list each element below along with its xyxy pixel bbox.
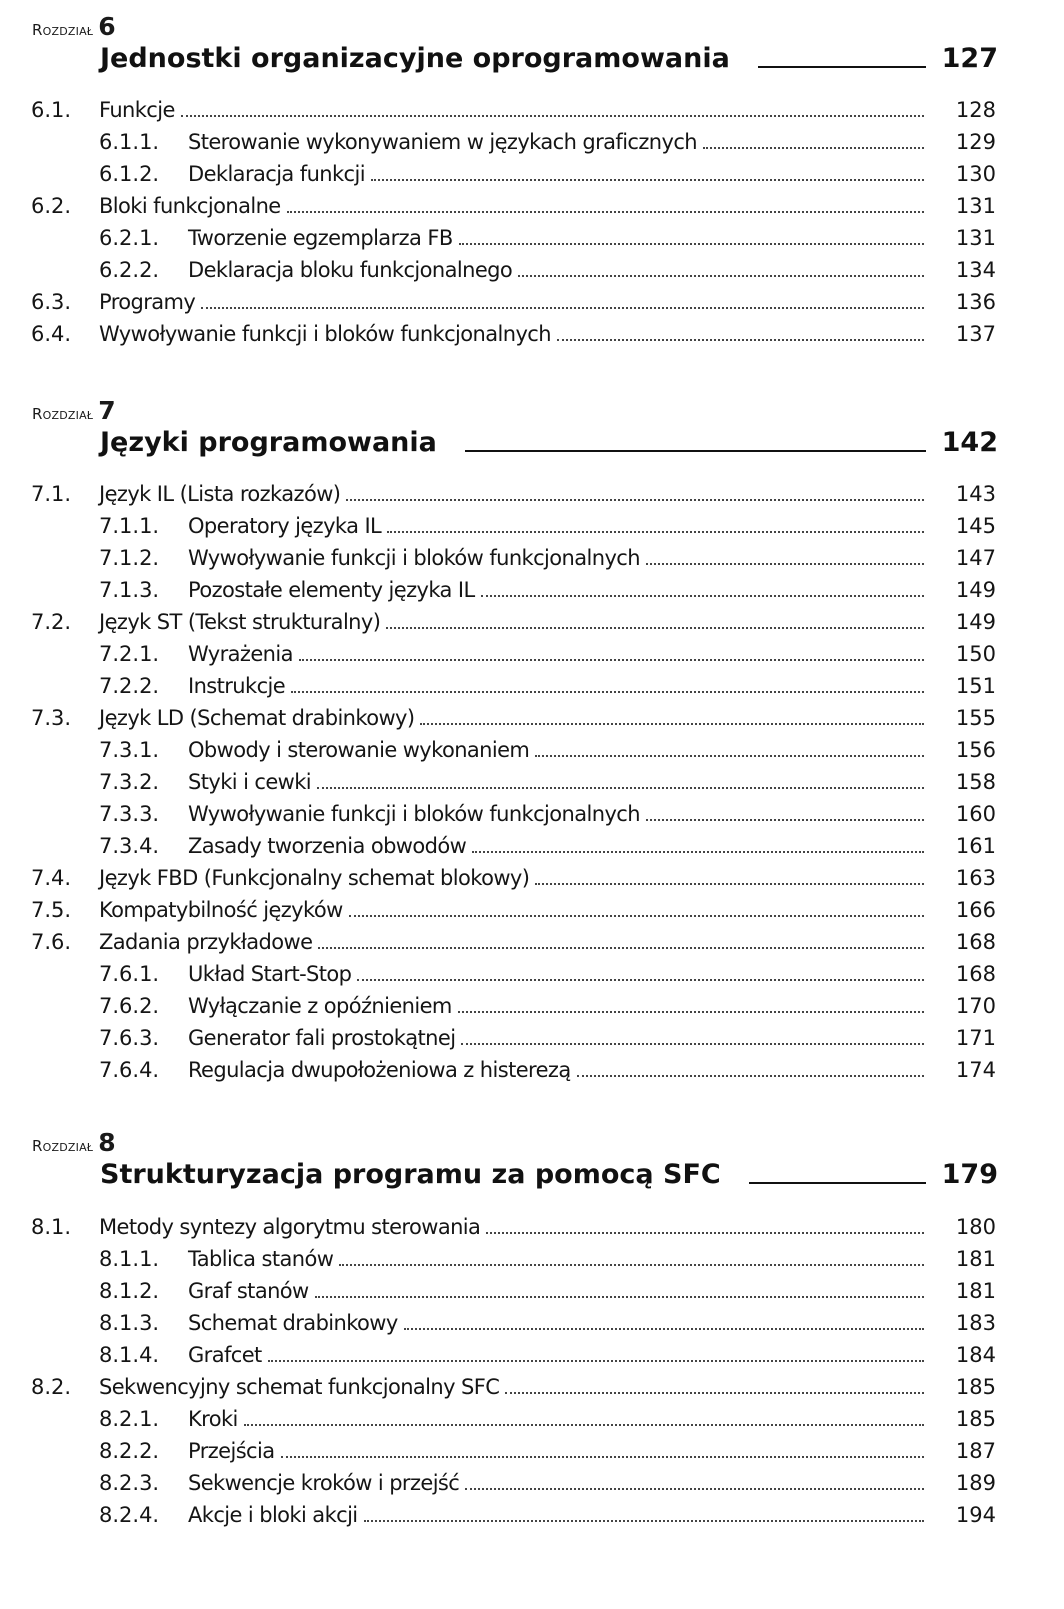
entry-title: Operatory języka IL xyxy=(188,514,382,538)
toc-subsection-entry[interactable] xyxy=(0,511,1064,543)
entry-number: 7.3.2. xyxy=(99,770,160,794)
entry-number: 7.2.2. xyxy=(99,674,160,698)
entry-title: Bloki funkcjonalne xyxy=(99,194,281,218)
entry-title: Sekwencyjny schemat funkcjonalny SFC xyxy=(99,1375,500,1399)
dot-leader xyxy=(518,258,924,277)
dot-leader xyxy=(505,1375,924,1394)
dot-leader xyxy=(646,546,924,565)
chapter-number: 6 xyxy=(98,12,116,41)
entry-body xyxy=(188,642,936,666)
entry-number: 7.6. xyxy=(31,930,72,954)
toc-subsection-entry[interactable] xyxy=(0,1436,1064,1468)
entry-title: Graf stanów xyxy=(188,1279,309,1303)
dot-leader xyxy=(703,130,924,149)
chapter-page-number: 127 xyxy=(941,43,998,74)
toc-section-entry[interactable] xyxy=(0,287,1064,319)
chapter-label-text: Rozdział xyxy=(32,405,94,423)
toc-subsection-entry[interactable] xyxy=(0,671,1064,703)
dot-leader xyxy=(461,1026,924,1045)
entry-number: 7.4. xyxy=(31,866,72,890)
chapter-entries xyxy=(0,1212,1064,1532)
entry-page-number: 174 xyxy=(955,1058,996,1082)
chapter-title: Jednostki organizacyjne oprogramowania xyxy=(100,43,730,74)
entry-page-number: 149 xyxy=(955,610,996,634)
entry-page-number: 147 xyxy=(955,546,996,570)
entry-body xyxy=(99,322,936,346)
heading-rule xyxy=(758,66,926,68)
toc-section-entry[interactable] xyxy=(0,191,1064,223)
dot-leader xyxy=(459,226,924,245)
entry-page-number: 171 xyxy=(955,1026,996,1050)
entry-body xyxy=(188,770,936,794)
entry-page-number: 137 xyxy=(955,322,996,346)
entry-title: Tablica stanów xyxy=(188,1247,334,1271)
dot-leader xyxy=(287,194,924,213)
entry-title: Programy xyxy=(99,290,196,314)
entry-body xyxy=(99,866,936,890)
toc-subsection-entry[interactable] xyxy=(0,831,1064,863)
entry-title: Sterowanie wykonywaniem w językach graficznych xyxy=(188,130,697,154)
entry-title: Język IL (Lista rozkazów) xyxy=(99,482,341,506)
chapter-page-number: 142 xyxy=(941,427,998,458)
toc-section-entry[interactable] xyxy=(0,95,1064,127)
dot-leader xyxy=(465,1471,924,1490)
dot-leader xyxy=(535,738,924,757)
entry-page-number: 180 xyxy=(955,1215,996,1239)
entry-body xyxy=(188,1026,936,1050)
toc-subsection-entry[interactable] xyxy=(0,1308,1064,1340)
entry-page-number: 160 xyxy=(955,802,996,826)
toc-subsection-entry[interactable] xyxy=(0,1023,1064,1055)
entry-title: Pozostałe elementy języka IL xyxy=(188,578,475,602)
entry-number: 7.3.4. xyxy=(99,834,160,858)
toc-section-entry[interactable] xyxy=(0,895,1064,927)
toc-subsection-entry[interactable] xyxy=(0,1244,1064,1276)
entry-body xyxy=(99,290,936,314)
entry-body xyxy=(188,674,936,698)
dot-leader xyxy=(557,322,924,341)
toc-subsection-entry[interactable] xyxy=(0,991,1064,1023)
dot-leader xyxy=(339,1247,924,1266)
entry-title: Język LD (Schemat drabinkowy) xyxy=(99,706,415,730)
entry-body xyxy=(99,930,936,954)
entry-number: 8.1.2. xyxy=(99,1279,160,1303)
entry-body xyxy=(188,994,936,1018)
entry-title: Obwody i sterowanie wykonaniem xyxy=(188,738,530,762)
heading-rule xyxy=(749,1182,926,1184)
entry-page-number: 185 xyxy=(955,1407,996,1431)
entry-page-number: 181 xyxy=(955,1279,996,1303)
entry-body xyxy=(99,98,936,122)
entry-title: Funkcje xyxy=(99,98,175,122)
dot-leader xyxy=(318,930,924,949)
entry-body xyxy=(99,610,936,634)
toc-section-entry[interactable] xyxy=(0,479,1064,511)
entry-title: Kompatybilność języków xyxy=(99,898,343,922)
entry-title: Akcje i bloki akcji xyxy=(188,1503,358,1527)
entry-page-number: 134 xyxy=(955,258,996,282)
dot-leader xyxy=(577,1058,924,1077)
chapter-label-text: Rozdział xyxy=(32,1137,94,1155)
chapter-title: Języki programowania xyxy=(100,427,437,458)
entry-page-number: 189 xyxy=(955,1471,996,1495)
entry-number: 6.3. xyxy=(31,290,72,314)
toc-section-entry[interactable] xyxy=(0,1372,1064,1404)
entry-number: 7.6.1. xyxy=(99,962,160,986)
entry-page-number: 131 xyxy=(955,226,996,250)
entry-body xyxy=(188,1058,936,1082)
chapter-label-text: Rozdział xyxy=(32,21,94,39)
entry-body xyxy=(188,578,936,602)
entry-body xyxy=(188,1471,936,1495)
entry-body xyxy=(188,514,936,538)
dot-leader xyxy=(486,1215,924,1234)
entry-number: 8.2.1. xyxy=(99,1407,160,1431)
dot-leader xyxy=(472,834,924,853)
entry-body xyxy=(99,194,936,218)
entry-number: 6.1.2. xyxy=(99,162,160,186)
entry-body xyxy=(188,162,936,186)
toc-subsection-entry[interactable] xyxy=(0,959,1064,991)
entry-page-number: 158 xyxy=(955,770,996,794)
toc-subsection-entry[interactable] xyxy=(0,1404,1064,1436)
entry-number: 6.1. xyxy=(31,98,72,122)
dot-leader xyxy=(291,674,924,693)
toc-subsection-entry[interactable] xyxy=(0,639,1064,671)
entry-body xyxy=(188,1503,936,1527)
dot-leader xyxy=(349,898,924,917)
dot-leader xyxy=(181,98,924,117)
entry-number: 8.2.4. xyxy=(99,1503,160,1527)
entry-title: Język ST (Tekst strukturalny) xyxy=(99,610,381,634)
dot-leader xyxy=(346,482,924,501)
dot-leader xyxy=(535,866,924,885)
entry-title: Kroki xyxy=(188,1407,238,1431)
dot-leader xyxy=(315,1279,924,1298)
entry-page-number: 168 xyxy=(955,962,996,986)
entry-title: Sekwencje kroków i przejść xyxy=(188,1471,460,1495)
entry-body xyxy=(188,962,936,986)
toc-subsection-entry[interactable] xyxy=(0,223,1064,255)
entry-number: 7.6.3. xyxy=(99,1026,160,1050)
entry-page-number: 143 xyxy=(955,482,996,506)
entry-page-number: 181 xyxy=(955,1247,996,1271)
entry-body xyxy=(188,1439,936,1463)
entry-number: 7.1.2. xyxy=(99,546,160,570)
entry-body xyxy=(188,1311,936,1335)
entry-body xyxy=(99,706,936,730)
entry-title: Metody syntezy algorytmu sterowania xyxy=(99,1215,481,1239)
entry-number: 7.1.3. xyxy=(99,578,160,602)
entry-number: 7.6.2. xyxy=(99,994,160,1018)
entry-number: 8.1. xyxy=(31,1215,72,1239)
chapter-label xyxy=(32,396,116,425)
dot-leader xyxy=(420,706,924,725)
entry-page-number: 131 xyxy=(955,194,996,218)
toc-subsection-entry[interactable] xyxy=(0,735,1064,767)
entry-body xyxy=(99,1215,936,1239)
entry-number: 7.3.1. xyxy=(99,738,160,762)
entry-title: Instrukcje xyxy=(188,674,286,698)
dot-leader xyxy=(357,962,924,981)
entry-page-number: 129 xyxy=(955,130,996,154)
entry-body xyxy=(188,258,936,282)
chapter-heading xyxy=(100,426,998,460)
entry-body xyxy=(188,546,936,570)
entry-page-number: 156 xyxy=(955,738,996,762)
heading-rule xyxy=(465,450,926,452)
entry-page-number: 183 xyxy=(955,1311,996,1335)
entry-body xyxy=(188,802,936,826)
entry-title: Schemat drabinkowy xyxy=(188,1311,398,1335)
toc-subsection-entry[interactable] xyxy=(0,1500,1064,1532)
toc-subsection-entry[interactable] xyxy=(0,543,1064,575)
entry-number: 7.1.1. xyxy=(99,514,160,538)
chapter-number: 8 xyxy=(98,1128,116,1157)
dot-leader xyxy=(281,1439,925,1458)
entry-number: 7.6.4. xyxy=(99,1058,160,1082)
entry-title: Język FBD (Funkcjonalny schemat blokowy) xyxy=(99,866,530,890)
toc-section-entry[interactable] xyxy=(0,607,1064,639)
toc-subsection-entry[interactable] xyxy=(0,1276,1064,1308)
entry-title: Styki i cewki xyxy=(188,770,312,794)
dot-leader xyxy=(317,770,924,789)
entry-number: 8.2.3. xyxy=(99,1471,160,1495)
toc-section-entry[interactable] xyxy=(0,319,1064,351)
entry-number: 7.2. xyxy=(31,610,72,634)
entry-title: Wyłączanie z opóźnieniem xyxy=(188,994,452,1018)
toc-subsection-entry[interactable] xyxy=(0,799,1064,831)
entry-title: Wywoływanie funkcji i bloków funkcjonalnych xyxy=(188,802,640,826)
entry-page-number: 149 xyxy=(955,578,996,602)
entry-page-number: 150 xyxy=(955,642,996,666)
toc-subsection-entry[interactable] xyxy=(0,127,1064,159)
entry-page-number: 155 xyxy=(955,706,996,730)
dot-leader xyxy=(371,162,924,181)
toc-section-entry[interactable] xyxy=(0,863,1064,895)
entry-body xyxy=(188,1247,936,1271)
entry-page-number: 130 xyxy=(955,162,996,186)
entry-body xyxy=(99,1375,936,1399)
entry-page-number: 194 xyxy=(955,1503,996,1527)
entry-page-number: 185 xyxy=(955,1375,996,1399)
entry-title: Regulacja dwupołożeniowa z histerezą xyxy=(188,1058,571,1082)
dot-leader xyxy=(201,290,924,309)
toc-section-entry[interactable] xyxy=(0,1212,1064,1244)
entry-number: 8.1.3. xyxy=(99,1311,160,1335)
entry-title: Zasady tworzenia obwodów xyxy=(188,834,467,858)
chapter-entries xyxy=(0,479,1064,1087)
entry-body xyxy=(188,738,936,762)
dot-leader xyxy=(458,994,924,1013)
entry-number: 7.2.1. xyxy=(99,642,160,666)
entry-body xyxy=(188,834,936,858)
entry-body xyxy=(188,1279,936,1303)
entry-page-number: 184 xyxy=(955,1343,996,1367)
chapter-heading xyxy=(100,42,998,76)
entry-title: Układ Start-Stop xyxy=(188,962,352,986)
entry-number: 6.4. xyxy=(31,322,72,346)
entry-page-number: 170 xyxy=(955,994,996,1018)
toc-subsection-entry[interactable] xyxy=(0,1340,1064,1372)
entry-number: 6.2.2. xyxy=(99,258,160,282)
chapter-page-number: 179 xyxy=(941,1159,998,1190)
chapter-entries xyxy=(0,95,1064,351)
entry-page-number: 166 xyxy=(955,898,996,922)
toc-subsection-entry[interactable] xyxy=(0,255,1064,287)
entry-number: 7.3.3. xyxy=(99,802,160,826)
toc-subsection-entry[interactable] xyxy=(0,1468,1064,1500)
dot-leader xyxy=(268,1343,924,1362)
entry-title: Deklaracja bloku funkcjonalnego xyxy=(188,258,513,282)
entry-number: 8.1.4. xyxy=(99,1343,160,1367)
entry-page-number: 187 xyxy=(955,1439,996,1463)
entry-body xyxy=(99,898,936,922)
entry-page-number: 163 xyxy=(955,866,996,890)
dot-leader xyxy=(364,1503,924,1522)
entry-page-number: 128 xyxy=(955,98,996,122)
toc-subsection-entry[interactable] xyxy=(0,767,1064,799)
entry-title: Tworzenie egzemplarza FB xyxy=(188,226,453,250)
toc-section-entry[interactable] xyxy=(0,703,1064,735)
entry-title: Generator fali prostokątnej xyxy=(188,1026,456,1050)
entry-title: Przejścia xyxy=(188,1439,275,1463)
entry-number: 8.1.1. xyxy=(99,1247,160,1271)
dot-leader xyxy=(646,802,924,821)
entry-title: Grafcet xyxy=(188,1343,262,1367)
entry-title: Wyrażenia xyxy=(188,642,293,666)
entry-title: Wywoływanie funkcji i bloków funkcjonalnych xyxy=(188,546,640,570)
toc-subsection-entry[interactable] xyxy=(0,1055,1064,1087)
entry-title: Wywoływanie funkcji i bloków funkcjonalnych xyxy=(99,322,551,346)
entry-body xyxy=(188,1343,936,1367)
entry-body xyxy=(99,482,936,506)
entry-number: 8.2. xyxy=(31,1375,72,1399)
entry-number: 6.1.1. xyxy=(99,130,160,154)
entry-page-number: 168 xyxy=(955,930,996,954)
chapter-label xyxy=(32,12,116,41)
entry-page-number: 151 xyxy=(955,674,996,698)
entry-page-number: 161 xyxy=(955,834,996,858)
entry-body xyxy=(188,1407,936,1431)
dot-leader xyxy=(481,578,924,597)
entry-body xyxy=(188,130,936,154)
entry-number: 7.1. xyxy=(31,482,72,506)
chapter-title: Strukturyzacja programu za pomocą SFC xyxy=(100,1159,721,1190)
entry-title: Zadania przykładowe xyxy=(99,930,313,954)
dot-leader xyxy=(386,610,924,629)
entry-number: 6.2.1. xyxy=(99,226,160,250)
entry-number: 7.5. xyxy=(31,898,72,922)
toc-subsection-entry[interactable] xyxy=(0,575,1064,607)
dot-leader xyxy=(387,514,924,533)
dot-leader xyxy=(404,1311,924,1330)
toc-section-entry[interactable] xyxy=(0,927,1064,959)
toc-subsection-entry[interactable] xyxy=(0,159,1064,191)
chapter-number: 7 xyxy=(98,396,116,425)
dot-leader xyxy=(299,642,924,661)
chapter-heading xyxy=(100,1158,998,1192)
dot-leader xyxy=(244,1407,924,1426)
entry-number: 6.2. xyxy=(31,194,72,218)
entry-number: 8.2.2. xyxy=(99,1439,160,1463)
entry-title: Deklaracja funkcji xyxy=(188,162,365,186)
entry-page-number: 145 xyxy=(955,514,996,538)
entry-body xyxy=(188,226,936,250)
entry-page-number: 136 xyxy=(955,290,996,314)
chapter-label xyxy=(32,1128,116,1157)
entry-number: 7.3. xyxy=(31,706,72,730)
